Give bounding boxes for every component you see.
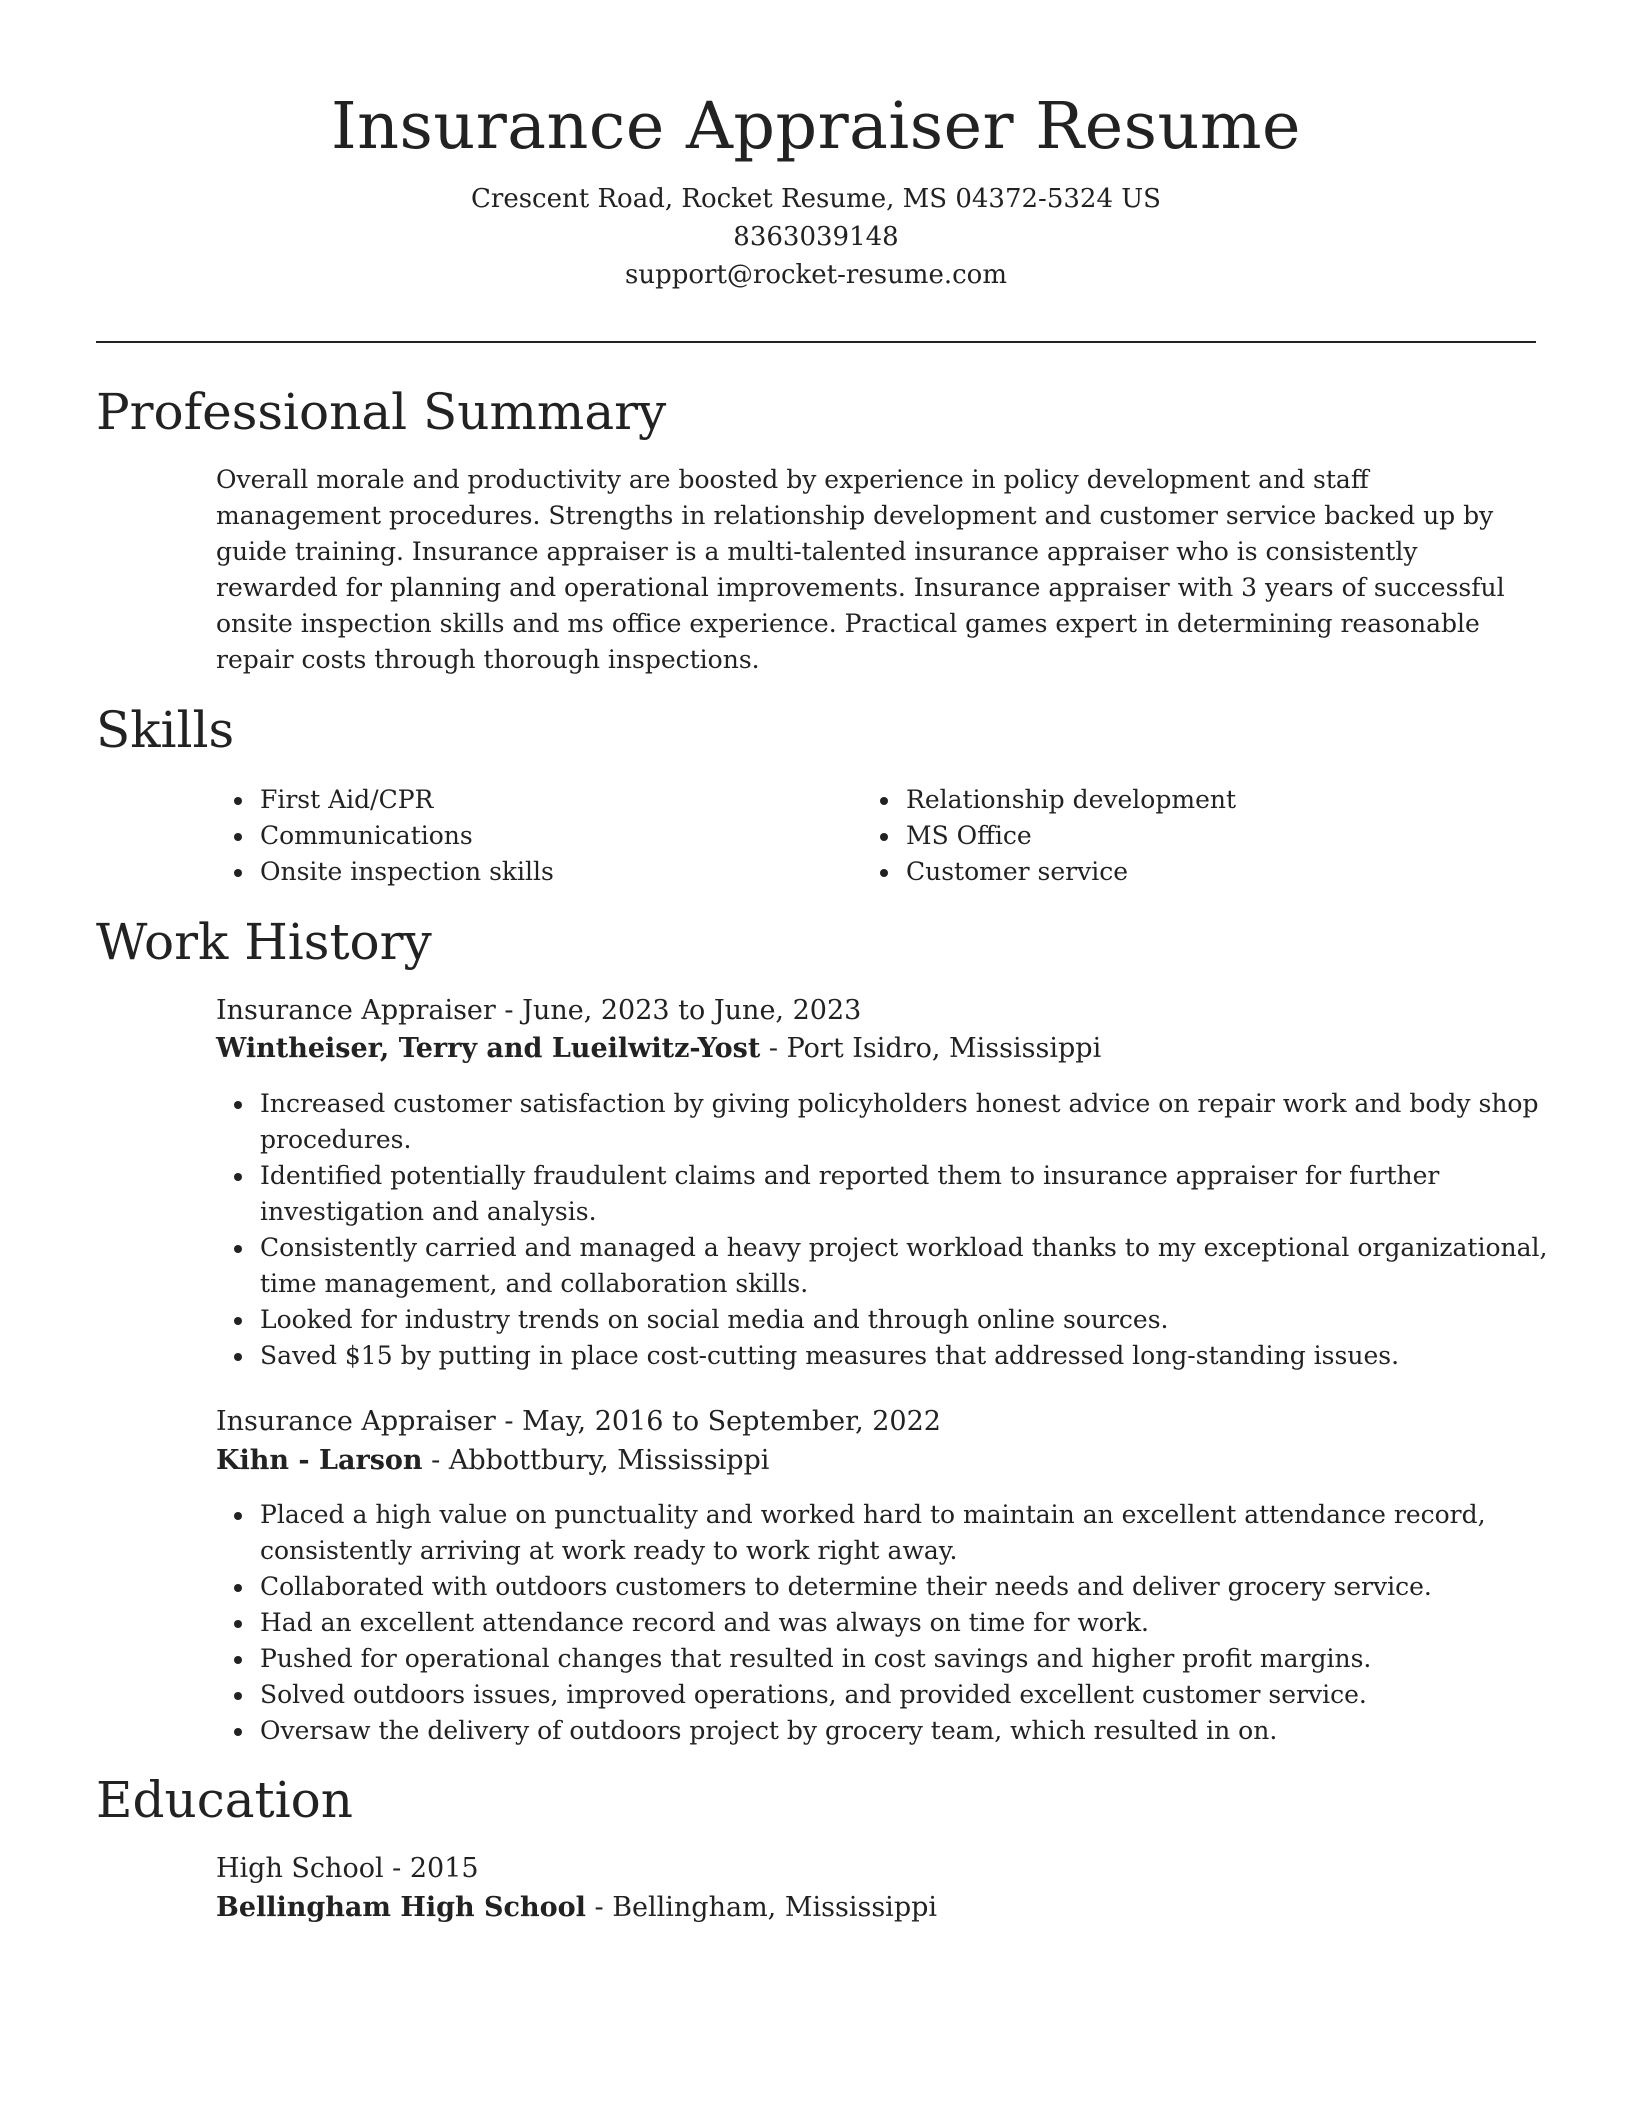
- job-bullet: Saved $15 by putting in place cost-cutting measures that addressed long-standing issues.: [260, 1338, 1570, 1374]
- skills-heading: Skills: [96, 701, 235, 759]
- job-bullet: Solved outdoors issues, improved operations, and provided excellent customer service.: [260, 1677, 1570, 1713]
- education-degree-line: [216, 1850, 479, 1888]
- job-bullet: Placed a high value on punctuality and worked hard to maintain an excellent attendance record, consistently arriving at work ready to work right away.: [260, 1497, 1570, 1569]
- job-company-line: [216, 1030, 1101, 1068]
- education-year: - 2015: [383, 1853, 479, 1884]
- job-location: - Abbottbury, Mississippi: [422, 1445, 770, 1476]
- job-title-line: [216, 992, 861, 1030]
- skill-item: Onsite inspection skills: [260, 854, 860, 890]
- job-bullets: [216, 1497, 1570, 1749]
- job-bullet: Oversaw the delivery of outdoors project by grocery team, which resulted in on.: [260, 1713, 1570, 1749]
- job-bullet: Had an excellent attendance record and was always on time for work.: [260, 1605, 1570, 1641]
- skill-item: MS Office: [906, 818, 1506, 854]
- skill-item: First Aid/CPR: [260, 782, 860, 818]
- summary-text: Overall morale and productivity are boosted by experience in policy development and staff management procedures. Strengths in relationship development and customer service backed up by guide training. Insurance appraiser is a multi-talented insurance appraiser who is consistently rewarded for planning and operational improvements. Insurance appraiser with 3 years of successful onsite inspection skills and ms office experience. Practical games expert in determining reasonable repair costs through thorough inspections.: [216, 465, 1505, 674]
- job-bullet: Looked for industry trends on social media and through online sources.: [260, 1302, 1570, 1338]
- job-bullet: Identified potentially fraudulent claims and reported them to insurance appraiser for further investigation and analysis.: [260, 1158, 1570, 1230]
- education-school-line: [216, 1889, 937, 1927]
- education-degree: High School: [216, 1853, 384, 1884]
- education-location: - Bellingham, Mississippi: [585, 1892, 938, 1923]
- resume-title: Insurance Appraiser Resume: [330, 89, 1302, 164]
- job-title-line: [216, 1403, 941, 1441]
- job-company: Kihn - Larson: [216, 1445, 423, 1476]
- job-location: - Port Isidro, Mississippi: [760, 1033, 1102, 1064]
- summary-heading: Professional Summary: [96, 383, 667, 441]
- job-title: Insurance Appraiser: [216, 1406, 496, 1437]
- contact-phone: 8363039148: [733, 222, 899, 252]
- contact-block: [96, 180, 1536, 294]
- job-title: Insurance Appraiser: [216, 995, 496, 1026]
- skills-list-left: [216, 782, 860, 890]
- job-bullets: [216, 1086, 1570, 1374]
- skill-item: Customer service: [906, 854, 1506, 890]
- skill-item: Relationship development: [906, 782, 1506, 818]
- header-divider: [96, 341, 1536, 343]
- contact-address: Crescent Road, Rocket Resume, MS 04372-5324 US: [471, 184, 1161, 214]
- work-history-heading: Work History: [96, 913, 432, 971]
- education-school: Bellingham High School: [216, 1892, 586, 1923]
- job-bullet: Increased customer satisfaction by giving policyholders honest advice on repair work and body shop procedures.: [260, 1086, 1570, 1158]
- contact-email: support@rocket-resume.com: [624, 260, 1007, 290]
- job-bullet: Consistently carried and managed a heavy project workload thanks to my exceptional organizational, time management, and collaboration skills.: [260, 1230, 1570, 1302]
- skill-item: Communications: [260, 818, 860, 854]
- skills-list-right: [862, 782, 1506, 890]
- job-company: Wintheiser, Terry and Lueilwitz-Yost: [216, 1033, 761, 1064]
- job-dates: - May, 2016 to September, 2022: [495, 1406, 941, 1437]
- job-dates: - June, 2023 to June, 2023: [495, 995, 862, 1026]
- education-heading: Education: [96, 1771, 353, 1829]
- job-company-line: [216, 1442, 769, 1480]
- resume-header: [96, 82, 1536, 294]
- job-bullet: Pushed for operational changes that resulted in cost savings and higher profit margins.: [260, 1641, 1570, 1677]
- job-bullet: Collaborated with outdoors customers to determine their needs and deliver grocery service.: [260, 1569, 1570, 1605]
